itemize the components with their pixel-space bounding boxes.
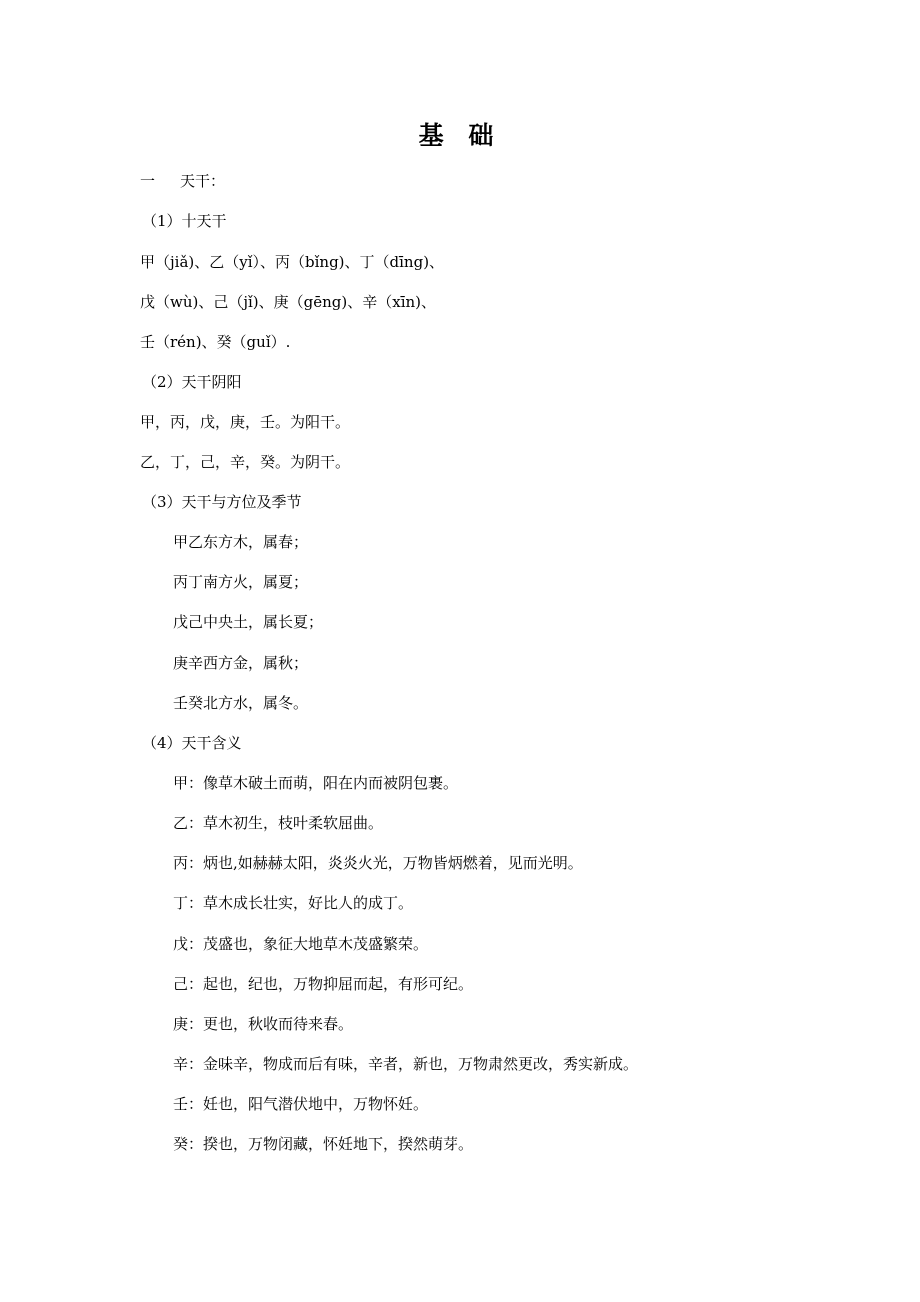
- meaning-line-10: 癸：揆也，万物闭藏，怀妊地下，揆然萌芽。: [173, 1135, 474, 1153]
- stems-line-3: 壬（rén)、癸（guǐ）.: [140, 333, 291, 351]
- document-title: 基 础: [418, 121, 502, 150]
- section-heading: [140, 171, 225, 191]
- direction-line-5: 壬癸北方水，属冬。: [173, 694, 309, 712]
- meaning-line-8: 辛：金味辛，物成而后有味，辛者，新也，万物肃然更改，秀实新成。: [173, 1055, 639, 1073]
- direction-line-3: 戊己中央土，属长夏；: [173, 613, 324, 631]
- section-number: 一: [140, 172, 156, 190]
- direction-line-1: 甲乙东方木，属春；: [173, 533, 309, 551]
- subsection-heading-3: （3）天干与方位及季节: [142, 493, 302, 511]
- meaning-line-5: 戊：茂盛也，象征大地草木茂盛繁荣。: [173, 935, 429, 953]
- section-label: 天干：: [180, 172, 226, 190]
- stems-line-1: 甲（jiǎ)、乙（yǐ）、丙（bǐng)、丁（dīng)、: [140, 253, 445, 271]
- subsection-heading-2: （2）天干阴阳: [142, 373, 242, 391]
- meaning-line-6: 己：起也，纪也，万物抑屈而起，有形可纪。: [173, 975, 474, 993]
- meaning-line-1: 甲：像草木破土而萌，阳在内而被阴包裹。: [173, 774, 459, 792]
- yang-stems-line: 甲，丙，戊，庚，壬。为阳干。: [140, 413, 351, 431]
- direction-line-4: 庚辛西方金，属秋；: [173, 654, 309, 672]
- subsection-heading-1: （1）十天干: [142, 212, 227, 230]
- meaning-line-2: 乙：草木初生，枝叶柔软屈曲。: [173, 814, 384, 832]
- meaning-line-7: 庚：更也，秋收而待来春。: [173, 1015, 354, 1033]
- stems-line-2: 戊（wù)、己（jǐ)、庚（gēng)、辛（xīn)、: [140, 293, 437, 311]
- subsection-heading-4: （4）天干含义: [142, 734, 242, 752]
- meaning-line-9: 壬：妊也，阳气潜伏地中，万物怀妊。: [173, 1095, 429, 1113]
- meaning-line-3: 丙：炳也,如赫赫太阳，炎炎火光，万物皆炳燃着，见而光明。: [173, 854, 583, 872]
- meaning-line-4: 丁：草木成长壮实，好比人的成丁。: [173, 894, 414, 912]
- yin-stems-line: 乙，丁，己，辛，癸。为阴干。: [140, 453, 351, 471]
- direction-line-2: 丙丁南方火，属夏；: [173, 573, 309, 591]
